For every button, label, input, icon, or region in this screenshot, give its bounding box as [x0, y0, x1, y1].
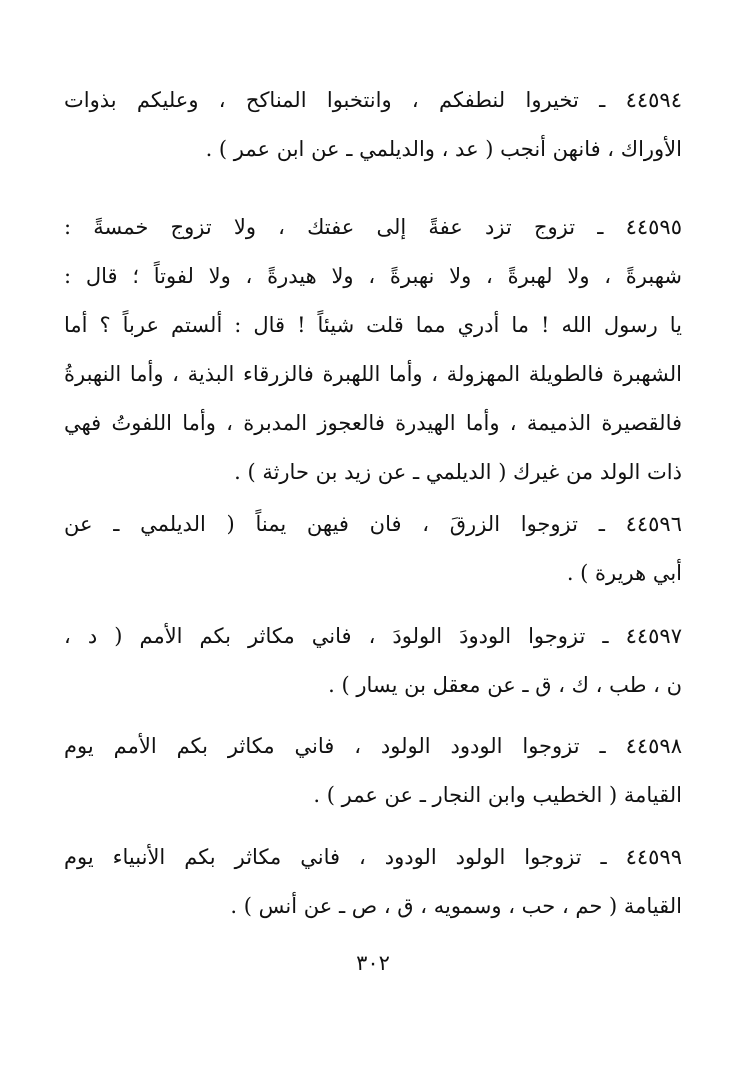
- text-line: فالقصيرة الذميمة ، وأما الهيدرة فالعجوز المدبرة ، وأما اللفوتُ فهي: [64, 411, 682, 435]
- hadith-entry-44599: [64, 833, 682, 931]
- text-line: يا رسول الله ! ما أدري مما قلت شيئاً ! قال : ألستم عرباً ؟ أما: [64, 313, 682, 337]
- text-line: الشهبرة فالطويلة المهزولة ، وأما اللهبرة فالزرقاء البذية ، وأما النهبرةُ: [64, 362, 682, 386]
- hadith-entry-44596: [64, 500, 682, 598]
- text-line: أبي هريرة ) .: [566, 561, 682, 585]
- text-line: شهبرةً ، ولا لهبرةً ، ولا نهبرةً ، ولا هيدرةً ، ولا لفوتاً ؛ قال :: [64, 264, 682, 288]
- text-line: ٤٤٥٩٨ ـ تزوجوا الودود الولود ، فاني مكاثر بكم الأمم يوم: [64, 734, 682, 758]
- text-line: القيامة ( حم ، حب ، وسمويه ، ق ، ص ـ عن أنس ) .: [230, 894, 682, 918]
- page-number: ٣٠٢: [356, 951, 390, 975]
- hadith-entry-44598: [64, 722, 682, 820]
- text-line: ٤٤٥٩٤ ـ تخيروا لنطفكم ، وانتخبوا المناكح ، وعليكم بذوات: [64, 88, 682, 112]
- text-line: ٤٤٥٩٥ ـ تزوج تزد عفةً إلى عفتك ، ولا تزوج خمسةً :: [64, 215, 682, 239]
- text-line: القيامة ( الخطيب وابن النجار ـ عن عمر ) .: [313, 783, 682, 807]
- text-line: ن ، طب ، ك ، ق ـ عن معقل بن يسار ) .: [328, 673, 682, 697]
- text-line: ٤٤٥٩٦ ـ تزوجوا الزرقَ ، فان فيهن يمناً ( الديلمي ـ عن: [64, 512, 682, 536]
- text-line: ٤٤٥٩٩ ـ تزوجوا الولود الودود ، فاني مكاثر بكم الأنبياء يوم: [64, 845, 682, 869]
- hadith-entry-44594: [64, 76, 682, 174]
- text-line: الأوراك ، فانهن أنجب ( عد ، والديلمي ـ عن ابن عمر ) .: [205, 137, 682, 161]
- hadith-entry-44595: [64, 203, 682, 497]
- text-line: ٤٤٥٩٧ ـ تزوجوا الودودَ الولودَ ، فاني مكاثر بكم الأمم ( د ،: [64, 624, 682, 648]
- hadith-entry-44597: [64, 612, 682, 710]
- text-line: ذات الولد من غيرك ( الديلمي ـ عن زيد بن حارثة ) .: [234, 460, 682, 484]
